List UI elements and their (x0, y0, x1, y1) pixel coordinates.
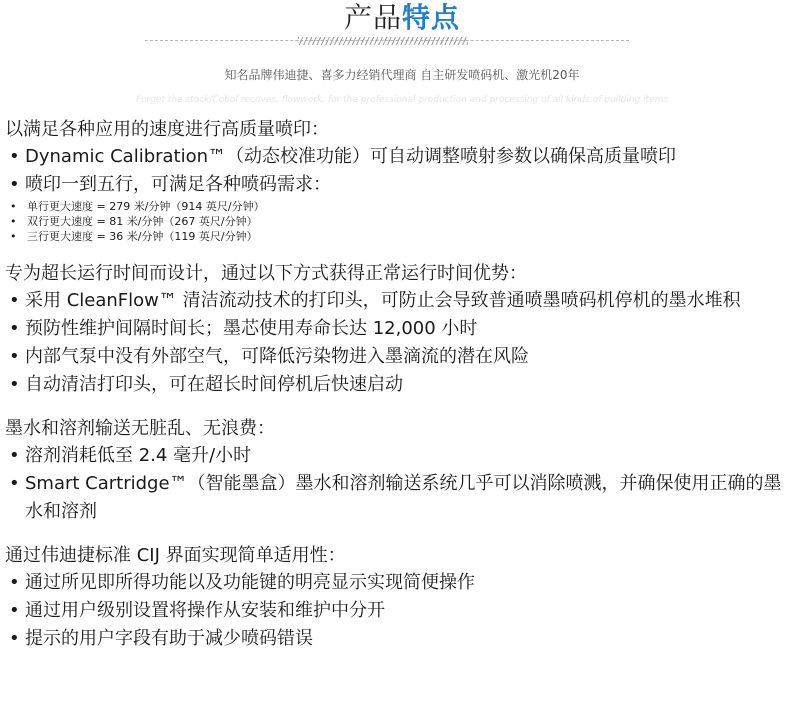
sub-list-item (5, 199, 795, 214)
bullet-dot-icon: • (9, 374, 20, 395)
list-item-text: 通过用户级别设置将操作从安装和维护中分开 (25, 600, 385, 621)
list-item (5, 442, 795, 470)
list-item-text: 自动清洁打印头，可在超长时间停机后快速启动 (25, 374, 403, 395)
sub-list-item (5, 214, 795, 229)
bullet-dot-icon: • (9, 318, 20, 339)
bullet-dot-icon: • (9, 473, 20, 494)
company-tagline: 知名品牌伟迪捷、喜多力经销代理商 自主研发喷码机、激光机20年 (224, 68, 580, 82)
feature-content (5, 116, 795, 669)
list-item-text: Smart Cartridge™（智能墨盒）墨水和溶剂输送系统几乎可以消除喷溅，并确保使用正确的墨水和溶剂 (25, 473, 782, 522)
list-item (5, 143, 795, 171)
section-ink-delivery (5, 415, 795, 526)
section-heading: 专为超长运行时间而设计，通过以下方式获得正常运行时间优势： (5, 263, 527, 284)
sub-list-item-text: 三行更大速度 = 36 米/分钟（119 英尺/分钟） (27, 230, 258, 243)
list-item-text: 提示的用户字段有助于减少喷码错误 (25, 628, 313, 649)
list-item (5, 315, 795, 343)
list-item (5, 371, 795, 399)
list-item (5, 597, 795, 625)
section-print-quality (5, 116, 795, 244)
bullet-dot-icon: • (9, 346, 20, 367)
list-item-text: 通过所见即所得功能以及功能键的明亮显示实现简便操作 (25, 572, 475, 593)
title-part-highlight: 特点 (402, 1, 461, 34)
divider-hatch-decoration (298, 37, 468, 45)
bullet-dot-icon: • (9, 174, 20, 195)
list-item (5, 171, 795, 199)
list-item-text: 内部气泵中没有外部空气，可降低污染物进入墨滴流的潜在风险 (25, 346, 529, 367)
page-header (0, 0, 804, 120)
bullet-dot-icon: • (9, 445, 20, 466)
list-item (5, 343, 795, 371)
section-heading: 以满足各种应用的速度进行高质量喷印： (5, 119, 329, 140)
list-item-text: 喷印一到五行，可满足各种喷码需求： (25, 174, 331, 195)
bullet-dot-icon: • (9, 290, 20, 311)
list-item-text: Dynamic Calibration™（动态校准功能）可自动调整喷射参数以确保高质量喷印 (25, 146, 677, 167)
title-part-normal: 产品 (343, 1, 402, 34)
sub-list-item-text: 单行更大速度 = 279 米/分钟（914 英尺/分钟） (27, 200, 265, 213)
page-title (0, 0, 804, 36)
bullet-dot-icon: • (9, 146, 20, 167)
list-item-text: 溶剂消耗低至 2.4 毫升/小时 (25, 445, 252, 466)
list-item (5, 287, 795, 315)
bullet-dot-icon: • (10, 215, 17, 228)
faint-english-tagline: Forget the stock/Cobol recoves, flowwork, for the professional production and processing of all kinds of building items (135, 95, 669, 105)
bullet-dot-icon: • (9, 572, 20, 593)
list-item (5, 625, 795, 653)
bullet-dot-icon: • (10, 230, 17, 243)
list-item-text: 采用 CleanFlow™ 清洁流动技术的打印头，可防止会导致普通喷墨喷码机停机的墨水堆积 (25, 290, 741, 311)
bullet-dot-icon: • (9, 628, 20, 649)
section-heading: 通过伟迪捷标准 CIJ 界面实现简单适用性： (5, 545, 346, 566)
bullet-dot-icon: • (10, 200, 17, 213)
sub-list-item-text: 双行更大速度 = 81 米/分钟（267 英尺/分钟） (27, 215, 258, 228)
bullet-dot-icon: • (9, 600, 20, 621)
sub-list-item (5, 229, 795, 244)
section-heading: 墨水和溶剂输送无脏乱、无浪费： (5, 418, 275, 439)
section-usability (5, 542, 795, 653)
list-item (5, 470, 795, 526)
section-uptime (5, 260, 795, 399)
list-item-text: 预防性维护间隔时间长；墨芯使用寿命长达 12,000 小时 (25, 318, 478, 339)
list-item (5, 569, 795, 597)
